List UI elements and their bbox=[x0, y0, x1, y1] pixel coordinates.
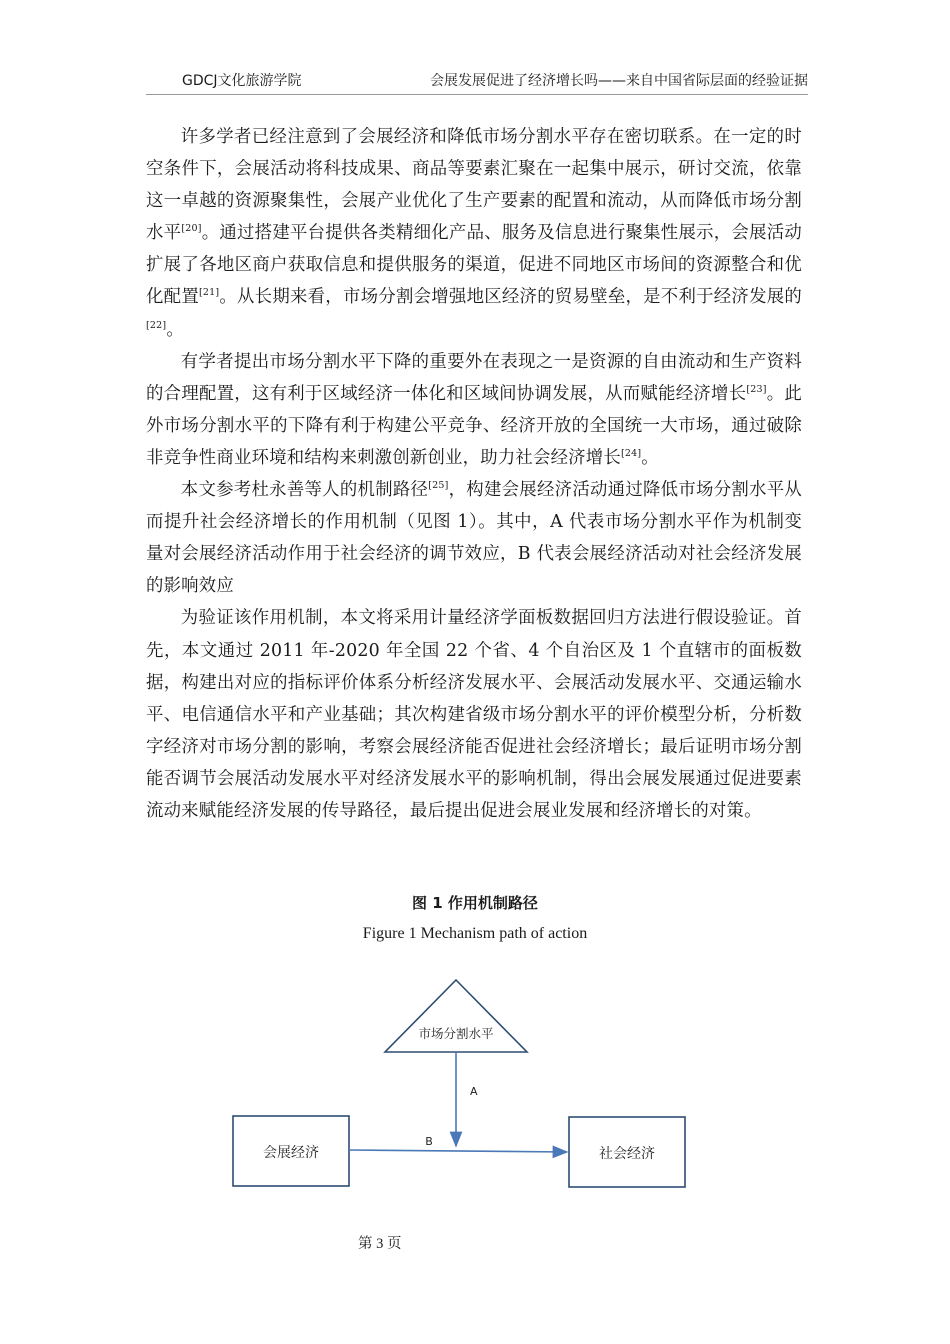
paragraph-1: 许多学者已经注意到了会展经济和降低市场分割水平存在密切联系。在一定的时空条件下，会展活动将科技成果、商品等要素汇聚在一起集中展示，研讨交流，依靠这一卓越的资源聚集性，会展产业优化了生产要素的配置和流动，从而降低市场分割水平[20]。通过搭建平台提供各类精细化产品、服务及信息进行聚集性展示，会展活动扩展了各地区商户获取信息和提供服务的渠道，促进不同地区市场间的资源整合和优化配置[21]。从长期来看，市场分割会增强地区经济的贸易壁垒，是不利于经济发展的[22]。 bbox=[146, 127, 802, 340]
paragraph-3: 本文参考杜永善等人的机制路径[25]，构建会展经济活动通过降低市场分割水平从而提升社会经济增长的作用机制（见图 1）。其中，A 代表市场分割水平作为机制变量对会展经济活动作用于社会经济的调节效应，B 代表会展经济活动对社会经济发展的影响效应 bbox=[146, 480, 802, 597]
citation: [23] bbox=[746, 383, 767, 395]
body-text bbox=[146, 121, 802, 827]
citation: [21] bbox=[198, 287, 220, 299]
header-institution: GDCJ文化旅游学院 bbox=[182, 73, 302, 89]
paragraph-4: 为验证该作用机制，本文将采用计量经济学面板数据回归方法进行假设验证。首先，本文通过 2011 年-2020 年全国 22 个省、4 个自治区及 1 个直辖市的面板数据，构建出对应的指标评价体系分析经济发展水平、会展活动发展水平、交通运输水平、电信通信水平和产业基础；其次构建省级市场分割水平的评价模型分析，分析数字经济对市场分割的影响，考察会展经济能否促进社会经济增长；最后证明市场分割能否调节会展活动发展水平对经济发展水平的影响机制，得出会展发展通过促进要素流动来赋能经济发展的传导路径，最后提出促进会展业发展和经济增长的对策。 bbox=[146, 608, 802, 821]
page-header bbox=[146, 66, 808, 92]
market-segmentation-triangle bbox=[385, 980, 527, 1052]
citation: [20] bbox=[181, 223, 202, 235]
right-box-label: 社会经济 bbox=[599, 1146, 655, 1162]
mechanism-diagram bbox=[0, 970, 950, 1200]
arrow-b-label: B bbox=[425, 1135, 433, 1148]
arrow-b bbox=[349, 1150, 567, 1152]
citation: [22] bbox=[146, 319, 167, 331]
citation: [24] bbox=[620, 448, 642, 460]
paragraph-2: 有学者提出市场分割水平下降的重要外在表现之一是资源的自由流动和生产资料的合理配置，这有利于区域经济一体化和区域间协调发展，从而赋能经济增长[23]。此外市场分割水平的下降有利于构建公平竞争、经济开放的全国统一大市场，通过破除非竞争性商业环境和结构来刺激创新创业，助力社会经济增长[24]。 bbox=[146, 351, 802, 468]
left-box-label: 会展经济 bbox=[263, 1145, 319, 1161]
arrow-a-label: A bbox=[470, 1085, 478, 1098]
citation: [25] bbox=[428, 480, 449, 492]
figure-caption-en: Figure 1 Mechanism path of action bbox=[362, 925, 588, 942]
triangle-label: 市场分割水平 bbox=[418, 1026, 494, 1041]
figure-caption-cn: 图 1 作用机制路径 bbox=[412, 894, 538, 912]
page-number: 第 3 页 bbox=[358, 1236, 402, 1252]
header-divider bbox=[146, 94, 808, 95]
header-paper-title: 会展发展促进了经济增长吗——来自中国省际层面的经验证据 bbox=[430, 73, 808, 89]
